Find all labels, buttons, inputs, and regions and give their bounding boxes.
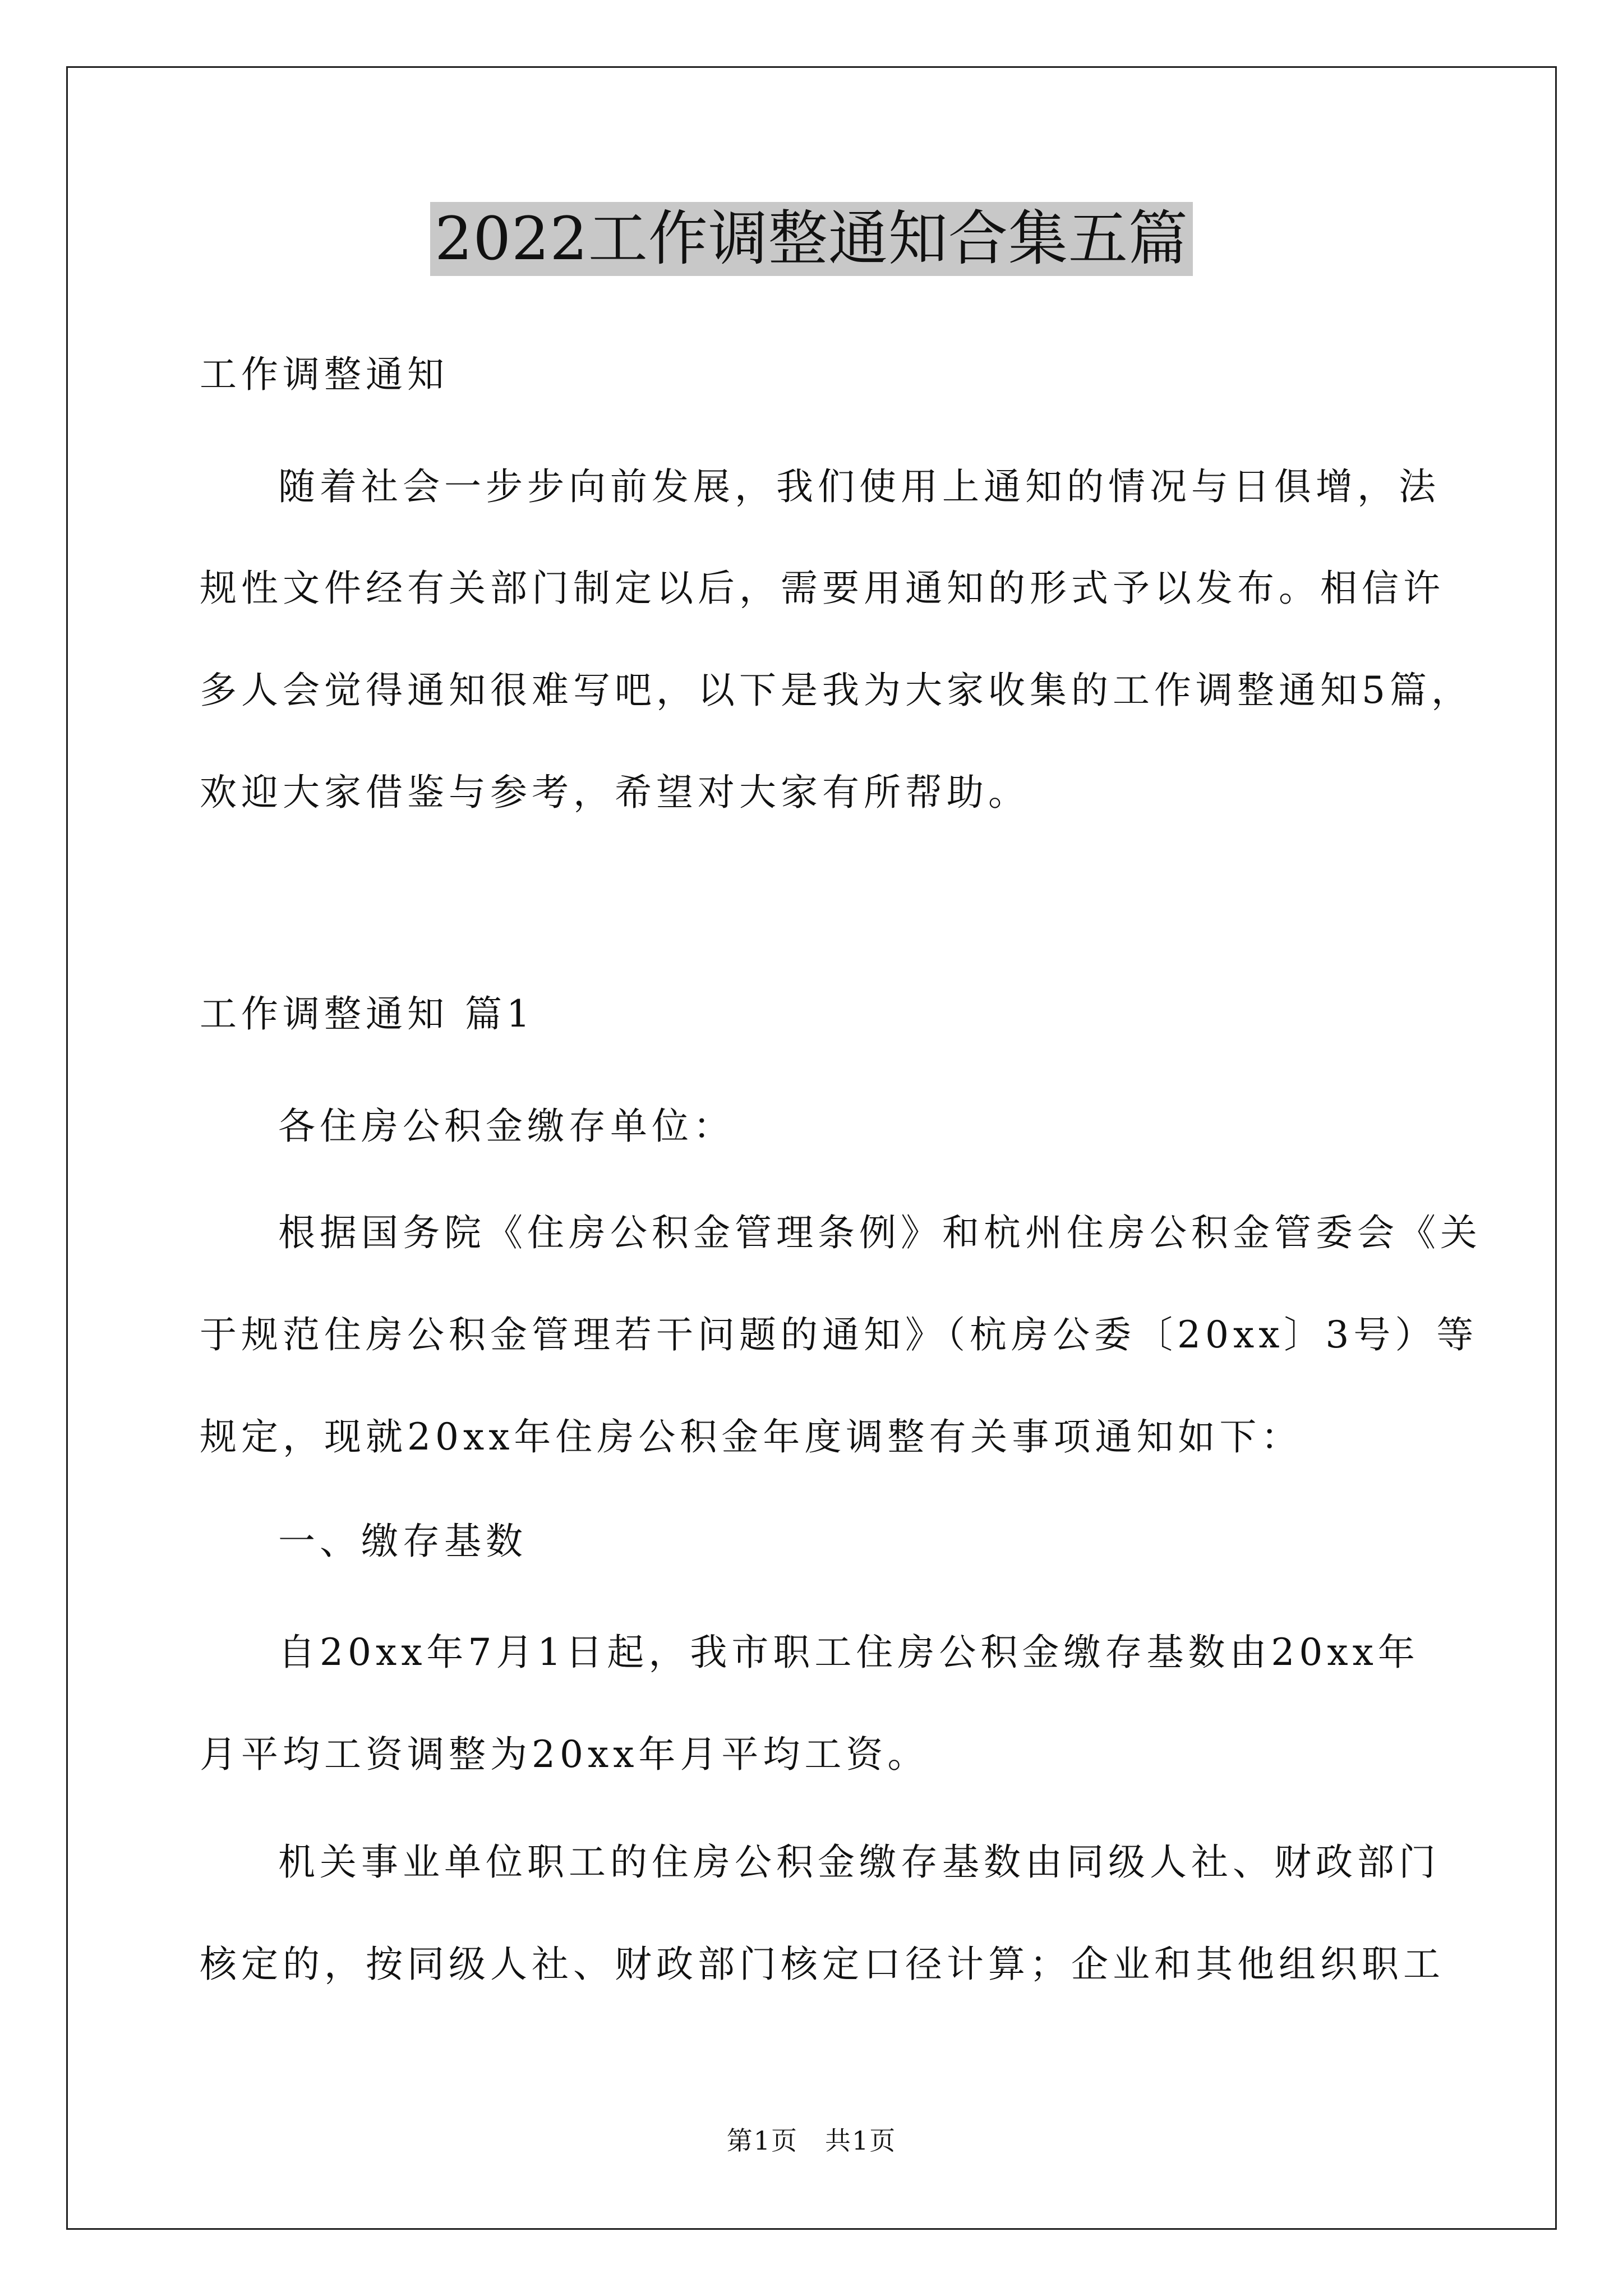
paragraph-line: 一、缴存基数 [278, 1520, 527, 1563]
paragraph-line: 月平均工资调整为20xx年月平均工资。 [200, 1733, 929, 1776]
paragraph-line: 机关事业单位职工的住房公积金缴存基数由同级人社、财政部门 [278, 1841, 1440, 1884]
paragraph-line: 欢迎大家借鉴与参考，希望对大家有所帮助。 [200, 771, 1030, 814]
page-footer: 第1页 共1页 [726, 2125, 897, 2156]
section-heading: 工作调整通知 篇1 [200, 992, 534, 1036]
section-heading: 工作调整通知 [200, 353, 449, 396]
document-title: 2022工作调整通知合集五篇 [430, 202, 1193, 276]
paragraph-line: 规定，现就20xx年住房公积金年度调整有关事项通知如下： [200, 1415, 1303, 1458]
paragraph-line: 核定的，按同级人社、财政部门核定口径计算；企业和其他组织职工 [200, 1943, 1445, 1986]
title-wrap [0, 202, 1623, 276]
paragraph-line: 根据国务院《住房公积金管理条例》和杭州住房公积金管委会《关 [278, 1211, 1482, 1254]
paragraph-line: 多人会觉得通知很难写吧，以下是我为大家收集的工作调整通知5篇， [200, 669, 1473, 712]
paragraph-line: 于规范住房公积金管理若干问题的通知》（杭房公委〔20xx〕3号）等 [200, 1313, 1478, 1356]
paragraph-line: 各住房公积金缴存单位： [278, 1105, 735, 1148]
paragraph-line: 规性文件经有关部门制定以后，需要用通知的形式予以发布。相信许 [200, 567, 1445, 610]
paragraph-line: 自20xx年7月1日起，我市职工住房公积金缴存基数由20xx年 [278, 1631, 1419, 1674]
paragraph-line: 随着社会一步步向前发展，我们使用上通知的情况与日俱增，法 [278, 465, 1440, 508]
